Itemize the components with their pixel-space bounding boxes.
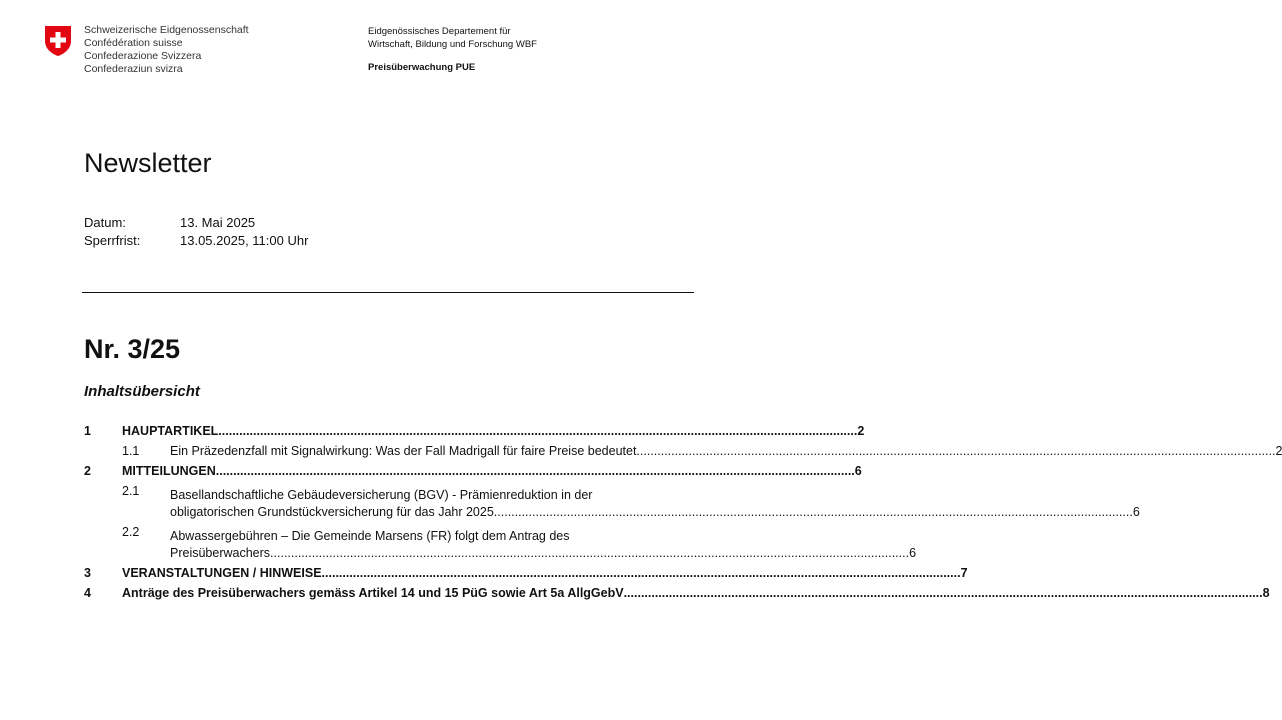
meta-value: 13. Mai 2025 [180, 215, 256, 230]
toc-leader [494, 504, 1133, 521]
toc-text: Anträge des Preisüberwachers gemäss Artikel 14 und 15 PüG sowie Art 5a AllgGebV [122, 586, 624, 600]
toc-text: Ein Präzedenzfall mit Signalwirkung: Was der Fall Madrigall für faire Preise bedeutet [170, 444, 637, 458]
issue-number: Nr. 3/25 [84, 334, 181, 364]
toc-page: 6 [909, 546, 917, 560]
meta-label: Sperrfrist: [84, 233, 141, 248]
toc-text: HAUPTARTIKEL [122, 424, 219, 438]
toc-leader [624, 585, 1263, 602]
office-name: Preisüberwachung PUE [368, 62, 476, 73]
swiss-crest-icon [44, 25, 72, 57]
toc-number: 2.1 [122, 484, 140, 498]
toc-number: 1 [84, 424, 91, 438]
meta-value: 13.05.2025, 11:00 Uhr [180, 233, 309, 248]
divider [82, 292, 694, 293]
toc-entry-mitteilungen[interactable] [84, 460, 862, 480]
toc-text-line-2: obligatorischen Grundstückversicherung für das Jahr 2025 [170, 505, 494, 519]
toc-number: 2.2 [122, 525, 140, 539]
department-line-2: Wirtschaft, Bildung und Forschung WBF [368, 38, 537, 50]
toc-number: 3 [84, 566, 91, 580]
toc-page: 8 [1262, 586, 1270, 600]
toc-page: 6 [1132, 505, 1140, 519]
toc-text: VERANSTALTUNGEN / HINWEISE [122, 566, 322, 580]
toc-page: 2 [857, 424, 865, 438]
meta-label: Datum: [84, 215, 126, 230]
confederation-name-rm: Confederaziun svizra [84, 63, 183, 75]
toc-text: MITTEILUNGEN [122, 464, 216, 478]
toc-entry-antraege[interactable] [84, 582, 1270, 602]
toc-page: 7 [960, 566, 968, 580]
toc-entry-veranstaltungen[interactable] [84, 562, 968, 582]
department-line-1: Eidgenössisches Departement für [368, 26, 511, 37]
meta-row-date [84, 214, 308, 232]
toc-text-line-1: Basellandschaftliche Gebäudeversicherung (BGV) - Prämienreduktion in der [170, 488, 593, 502]
toc-text-line-2: Preisüberwachers [170, 546, 271, 560]
toc-leader [216, 463, 855, 480]
toc-entry-hauptartikel[interactable] [84, 420, 865, 440]
confederation-names [84, 24, 249, 76]
toc-page: 2 [1275, 444, 1282, 458]
toc-number: 1.1 [122, 444, 140, 458]
toc-leader [322, 565, 961, 582]
toc-number: 2 [84, 464, 91, 478]
document-title: Newsletter [84, 148, 212, 178]
toc-heading: Inhaltsübersicht [84, 383, 200, 400]
document-header [0, 0, 744, 110]
toc-number: 4 [84, 586, 91, 600]
meta-row-embargo [84, 232, 308, 250]
toc-leader [270, 545, 909, 562]
confederation-name-fr: Confédération suisse [84, 37, 183, 49]
toc-leader [218, 423, 857, 440]
toc-page: 6 [854, 464, 862, 478]
toc-leader [636, 443, 1275, 460]
toc-entry-madrigall[interactable] [84, 440, 1282, 460]
table-of-contents [84, 420, 1282, 602]
department-block [368, 26, 537, 75]
confederation-name-it: Confederazione Svizzera [84, 50, 202, 62]
toc-text-line-1: Abwassergebühren – Die Gemeinde Marsens (FR) folgt dem Antrag des [170, 529, 570, 543]
toc-entry-bgv[interactable] [84, 483, 1140, 521]
document-meta [84, 214, 308, 250]
toc-entry-marsens[interactable] [84, 524, 917, 562]
confederation-name-de: Schweizerische Eidgenossenschaft [84, 24, 249, 36]
